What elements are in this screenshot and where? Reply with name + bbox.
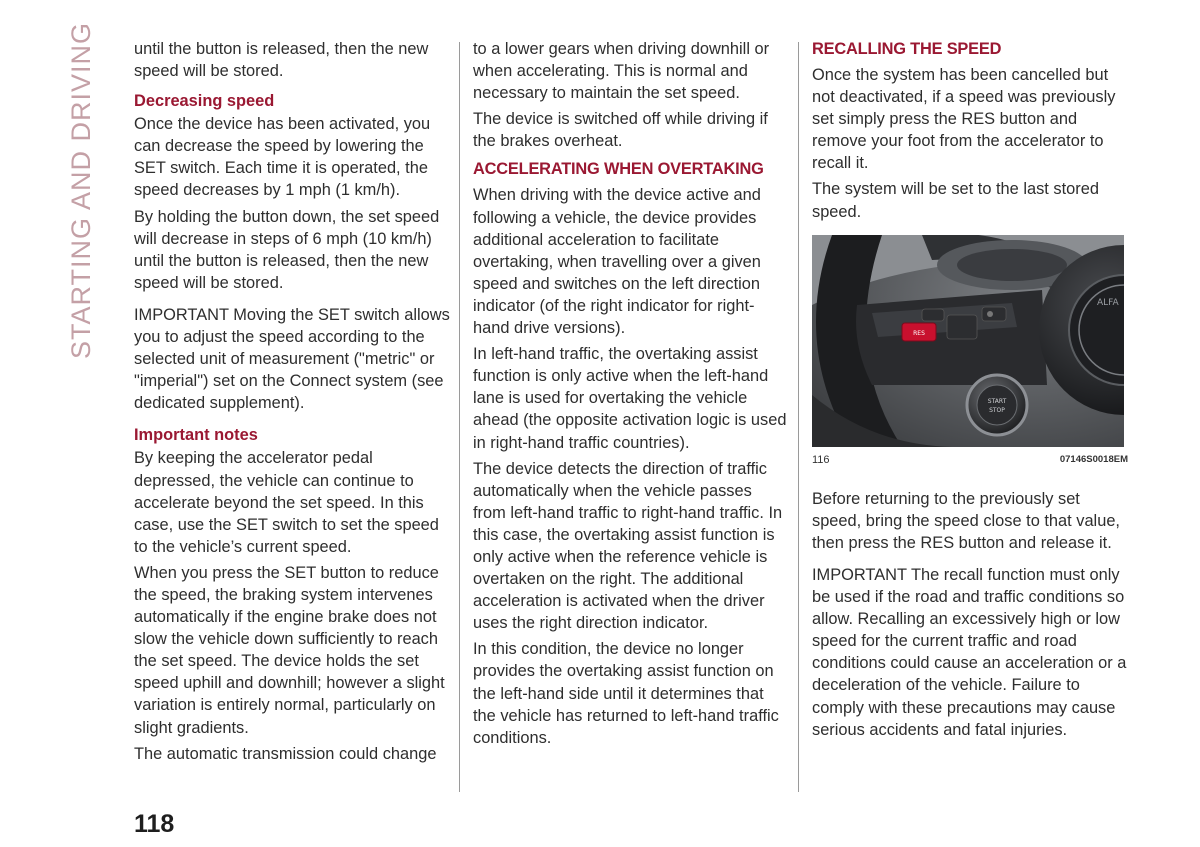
paragraph: Once the system has been cancelled but not deactivated, if a speed was previously set simply press the RES button and remove your foot from the accelerator to recall it. [812,66,1116,173]
paragraph: The automatic transmission could change [134,744,437,763]
paragraph: The system will be set to the last stored speed. [812,180,1099,221]
figure-code: 07146S0018EM [1059,453,1128,465]
figure-caption [812,454,1128,466]
paragraph: Once the device has been activated, you can decrease the speed by lowering the SET switch. Each time it is operated, the speed decreases by 1 mph (1 km/h). [134,115,431,200]
res-button-label: RES [913,329,925,337]
start-label: START [987,397,1007,405]
column-3 [812,38,1128,745]
paragraph: The device is switched off while driving if the brakes overheat. [473,110,768,151]
heading-important-notes: Important notes [134,426,258,445]
column-2 [473,38,789,753]
paragraph: When you press the SET button to reduce the speed, the braking system intervenes automatically if the engine brake does not slow the vehicle down sufficiently to reach the set speed. The device holds the set speed uphill and downhill; however a slight variation is entirely normal, particularly on slight gradients. [134,563,445,737]
page-number: 118 [134,810,175,838]
column-1 [134,38,450,769]
paragraph: In this condition, the device no longer provides the overtaking assist function on the left-hand side until it determines that the vehicle has returned to left-hand traffic conditions. [473,640,779,747]
column-divider-2 [798,42,799,792]
paragraph: In left-hand traffic, the overtaking assist function is only active when the left-hand lane is used for overtaking the vehicle ahead (the opposite activation logic is used in right-hand traffic countries). [473,345,787,452]
paragraph: By keeping the accelerator pedal depressed, the vehicle can continue to accelerate beyond the set speed. In this case, use the SET switch to set the speed to the vehicle’s current speed. [134,449,439,556]
paragraph: By holding the button down, the set speed will decrease in steps of 6 mph (10 km/h) until the button is released, then the new speed will be stored. [134,207,440,292]
paragraph: to a lower gears when driving downhill or when accelerating. This is normal and necessary to maintain the set speed. [473,40,770,103]
figure-number: 116 [812,453,830,466]
important-note: IMPORTANT Moving the SET switch allows you to adjust the speed according to the selected unit of measurement ("metric" or "imperial") set on the Connect system (see dedicated supplement). [134,305,450,413]
paragraph: When driving with the device active and following a vehicle, the device provides additional acceleration to facilitate overtaking, when travelling over a given speed and switches on the left direction indicator (of the right indicator for right-hand drive versions). [473,186,761,338]
svg-text:ALFA: ALFA [1097,297,1119,308]
heading-recalling-the-speed: RECALLING THE SPEED [812,40,1002,58]
paragraph: Before returning to the previously set speed, bring the speed close to that value, then press the RES button and release it. [812,489,1120,552]
stop-label: STOP [989,406,1005,414]
heading-decreasing-speed: Decreasing speed [134,92,275,111]
steering-wheel-photo [812,235,1124,447]
section-side-label [62,21,102,359]
paragraph: until the button is released, then the new speed will be stored. [134,40,429,81]
important-note: IMPORTANT The recall function must only be used if the road and traffic conditions so allow. Recalling an excessively high or low speed for the current traffic and road conditions could cause an acceleration or a deceleration of the vehicle. Failure to comply with these precautions may cause serious accidents and fatal injuries. [812,565,1127,739]
column-divider-1 [459,42,460,792]
paragraph: The device detects the direction of traffic automatically when the vehicle passes from left-hand traffic to right-hand traffic. In this case, the overtaking assist function is only active when the reference vehicle is overtaken on the right. The additional acceleration is activated when the driver uses the right direction indicator. [473,459,783,633]
steering-wheel-illustration [812,235,1124,447]
section-side-label-text: STARTING AND DRIVING [66,21,97,359]
heading-accelerating-when-overtaking: ACCELERATING WHEN OVERTAKING [473,160,764,179]
